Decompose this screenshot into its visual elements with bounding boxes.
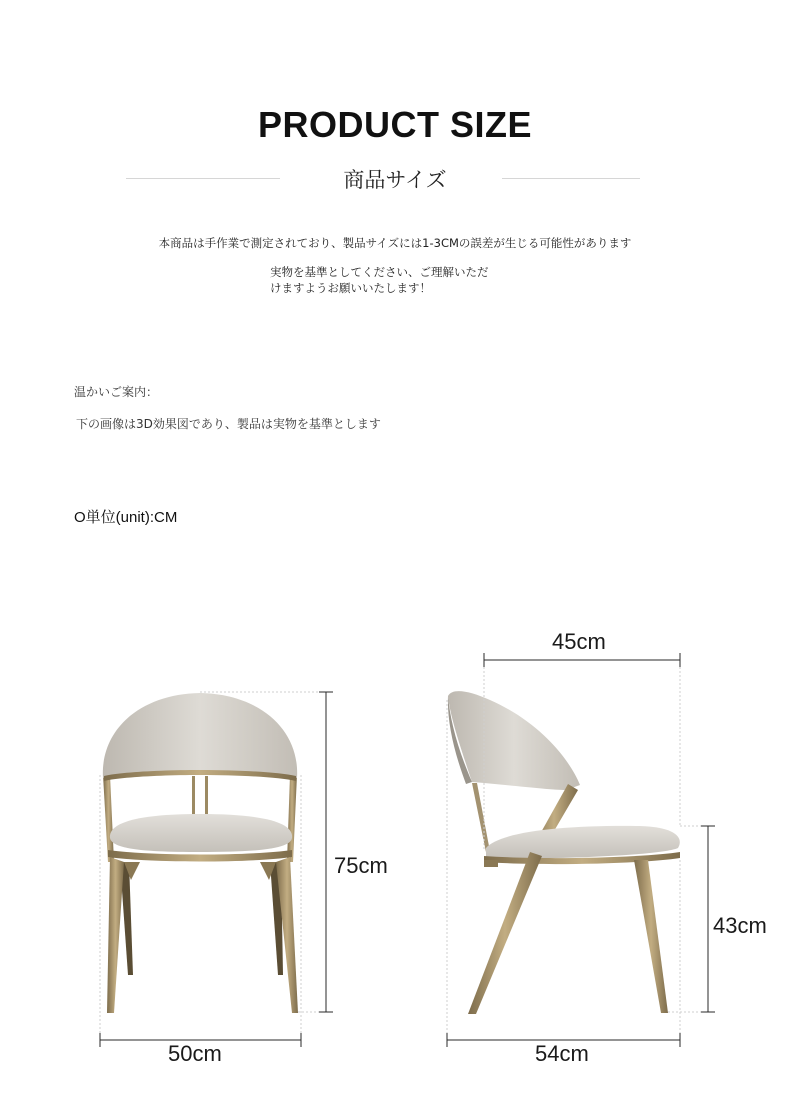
measurement-notice: 本商品は手作業で測定されており、製品サイズには1-3CMの誤差が生じる可能性があります [158,236,632,250]
dimension-label-side-depth: 54cm [535,1041,589,1066]
side-seat-bracket [484,860,498,867]
reference-notice-line-2: けますようお願いいたします！ [270,281,431,295]
dimension-label-front-width: 50cm [168,1041,222,1066]
dimension-label-front-height: 75cm [334,853,388,878]
side-front-leg [634,860,668,1013]
front-frame-upright-right [287,775,297,862]
side-back-leg [468,852,542,1014]
front-back-support-right [205,776,208,818]
front-leg-left [107,857,124,1013]
chair-side-view [448,691,680,1014]
tips-heading: 温かいご案内： [74,385,159,399]
tips-body: 下の画像は3D効果図であり、製品は実物を基準とします [76,417,381,431]
side-seat-cushion [486,826,680,859]
chair-front-view [103,693,298,1013]
front-seat-cushion [110,814,292,852]
dimension-label-side-width: 45cm [552,629,606,654]
dimension-label-seat-height: 43cm [713,913,767,938]
page-title: PRODUCT SIZE [257,104,532,145]
front-backrest [103,693,297,778]
unit-label: O単位(unit):CM [74,509,178,526]
front-back-support-left [192,776,195,818]
reference-notice-line-1: 実物を基準としてください、ご理解いただ [270,265,489,279]
front-frame-upright-left [103,775,114,862]
page-subtitle: 商品サイズ [343,168,447,192]
